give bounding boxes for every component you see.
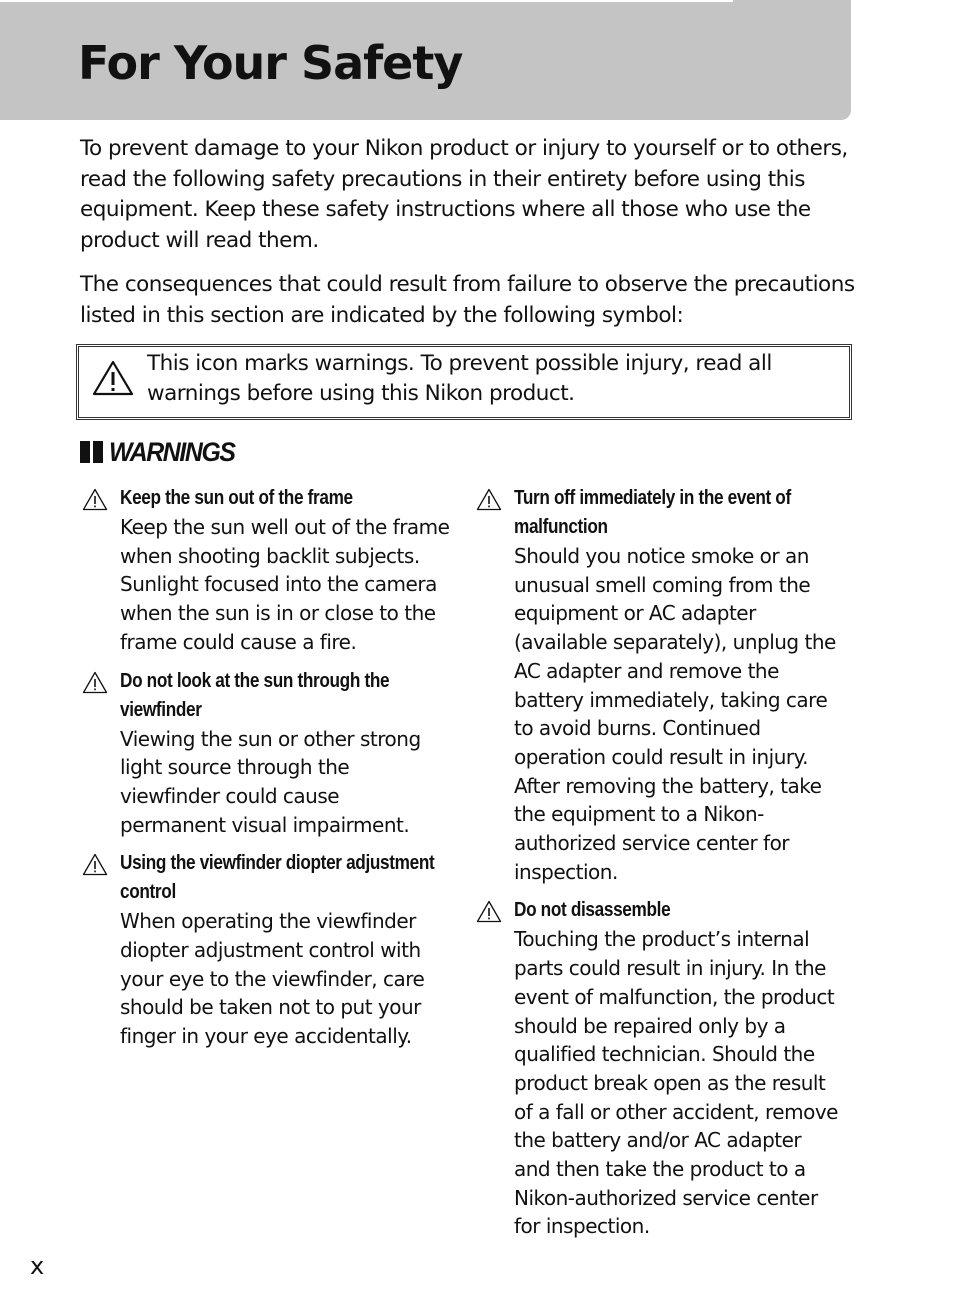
warning-item <box>80 667 460 840</box>
warning-item <box>474 896 854 1241</box>
header-top-line <box>0 0 733 2</box>
section-title: WARNINGS <box>109 436 235 467</box>
warning-title: Do not look at the sun through the viewfinder <box>120 669 390 721</box>
intro-paragraph-1: To prevent damage to your Nikon product or injury to yourself or to others, read the following safety precautions in their entirety before using this equipment. Keep these safety instructions where all those who use the product will read them. <box>80 136 848 253</box>
warning-triangle-icon <box>476 900 502 927</box>
warning-triangle-icon <box>82 853 108 880</box>
warning-title: Using the viewfinder diopter adjustment control <box>120 852 435 904</box>
warning-title: Keep the sun out of the frame <box>120 487 353 509</box>
warnings-column-left <box>80 484 460 1061</box>
warning-triangle-icon <box>476 488 502 515</box>
warning-item <box>80 484 460 657</box>
warning-body: When operating the viewfinder diopter adjustment control with your eye to the viewfinder, care should be taken not to put your finger in your eye accidentally. <box>120 909 425 1049</box>
notice-text: This icon marks warnings. To prevent possible injury, read all warnings before using this Nikon product. <box>147 351 772 406</box>
warnings-column-right <box>474 484 854 1251</box>
warning-body: Touching the product’s internal parts could result in injury. In the event of malfunction, the product should be repaired only by a qualified technician. Should the product break open as the result of a fall or other accident, remove the battery and/or AC adapter and then take the product to a Nikon-authorized service center for inspection. <box>514 927 838 1239</box>
warning-item <box>474 484 854 886</box>
warning-body: Viewing the sun or other strong light source through the viewfinder could cause permanent visual impairment. <box>120 726 421 837</box>
warning-triangle-icon <box>82 671 108 698</box>
warning-triangle-icon <box>91 359 135 401</box>
intro-paragraph-2: The consequences that could result from failure to observe the precautions listed in this section are indicated by the following symbol: <box>80 272 855 328</box>
page-number: x <box>30 1252 45 1280</box>
heading-marker-icon <box>80 441 103 463</box>
page-title: For Your Safety <box>78 36 463 90</box>
notice-box <box>78 346 850 418</box>
warning-body: Should you notice smoke or an unusual smell coming from the equipment or AC adapter (available separately), unplug the AC adapter and remove the battery immediately, taking care to avoid burns. Continued operation could result in injury. After removing the battery, take the equipment to a Nikon- authorized service center for inspection. <box>514 544 836 884</box>
section-heading <box>80 434 246 470</box>
warning-item <box>80 849 460 1051</box>
warning-title: Do not disassemble <box>514 899 671 922</box>
warning-title: Turn off immediately in the event of malfunction <box>514 487 791 538</box>
warning-body: Keep the sun well out of the frame when shooting backlit subjects. Sunlight focused into the camera when the sun is in or close to the frame could cause a fire. <box>120 515 450 654</box>
warning-triangle-icon <box>82 488 108 515</box>
